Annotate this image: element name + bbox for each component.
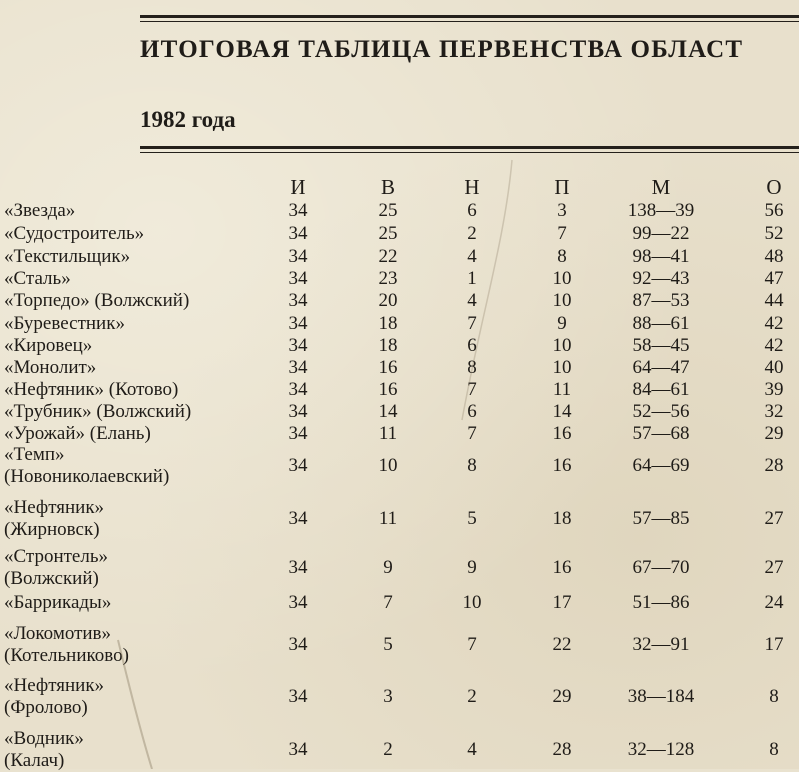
cell-goals: 98—41 [632, 246, 690, 267]
cell-draws: 6 [467, 200, 477, 221]
header-rule-thin [140, 152, 799, 153]
cell-games: 34 [288, 634, 308, 655]
team-name [4, 592, 111, 614]
team-city-line: (Волжский) [4, 568, 99, 589]
cell-games: 34 [288, 357, 308, 378]
cell-wins: 5 [383, 634, 393, 655]
cell-points: 27 [764, 508, 784, 529]
cell-draws: 6 [467, 401, 477, 422]
cell-draws: 5 [467, 508, 477, 529]
cell-points: 8 [769, 686, 779, 707]
team-name [4, 444, 169, 488]
cell-goals: 51—86 [632, 592, 690, 613]
cell-points: 52 [764, 223, 784, 244]
cell-losses: 17 [552, 592, 572, 613]
team-name [4, 223, 144, 245]
cell-points: 48 [764, 246, 784, 267]
header-rule [140, 146, 799, 149]
team-name-line: «Нефтяник» [4, 497, 105, 518]
cell-draws: 10 [462, 592, 482, 613]
top-rule-thin [140, 21, 799, 22]
team-name [4, 401, 191, 423]
cell-draws: 7 [467, 379, 477, 400]
column-header-wins: В [380, 175, 396, 199]
team-name [4, 246, 130, 268]
cell-points: 47 [764, 268, 784, 289]
cell-losses: 7 [557, 223, 567, 244]
cell-losses: 29 [552, 686, 572, 707]
cell-wins: 16 [378, 379, 398, 400]
cell-points: 17 [764, 634, 784, 655]
cell-points: 42 [764, 335, 784, 356]
team-name [4, 268, 71, 290]
cell-points: 29 [764, 423, 784, 444]
team-name [4, 623, 129, 667]
cell-games: 34 [288, 379, 308, 400]
team-name-line: «Звезда» [4, 200, 76, 221]
cell-goals: 87—53 [632, 290, 690, 311]
cell-losses: 10 [552, 268, 572, 289]
top-rule [140, 15, 799, 18]
cell-draws: 9 [467, 557, 477, 578]
cell-wins: 7 [383, 592, 393, 613]
cell-draws: 4 [467, 246, 477, 267]
team-name-line: «Темп» [4, 444, 65, 465]
team-name-line: «Урожай» (Елань) [4, 423, 151, 444]
cell-losses: 16 [552, 455, 572, 476]
cell-games: 34 [288, 246, 308, 267]
team-name [4, 200, 75, 222]
page-subtitle: 1982 года [140, 107, 236, 132]
cell-games: 34 [288, 686, 308, 707]
cell-wins: 16 [378, 357, 398, 378]
cell-points: 39 [764, 379, 784, 400]
cell-games: 34 [288, 592, 308, 613]
cell-games: 34 [288, 223, 308, 244]
cell-losses: 28 [552, 739, 572, 760]
cell-wins: 11 [378, 423, 398, 444]
team-name-line: «Текстильщик» [4, 246, 131, 267]
cell-points: 32 [764, 401, 784, 422]
cell-draws: 1 [467, 268, 477, 289]
cell-points: 56 [764, 200, 784, 221]
cell-goals: 57—85 [632, 508, 690, 529]
cell-goals: 67—70 [632, 557, 690, 578]
cell-losses: 9 [557, 313, 567, 334]
team-city-line: (Калач) [4, 750, 65, 771]
cell-points: 44 [764, 290, 784, 311]
cell-wins: 2 [383, 739, 393, 760]
cell-losses: 8 [557, 246, 567, 267]
cell-draws: 4 [467, 739, 477, 760]
team-name-line: «Монолит» [4, 357, 97, 378]
cell-points: 24 [764, 592, 784, 613]
cell-goals: 92—43 [632, 268, 690, 289]
cell-games: 34 [288, 455, 308, 476]
team-name [4, 497, 104, 541]
cell-games: 34 [288, 508, 308, 529]
cell-losses: 16 [552, 557, 572, 578]
team-name [4, 423, 151, 445]
cell-goals: 32—91 [632, 634, 690, 655]
cell-draws: 7 [467, 634, 477, 655]
cell-draws: 8 [467, 455, 477, 476]
cell-wins: 10 [378, 455, 398, 476]
team-name-line: «Торпедо» (Волжский) [4, 290, 190, 311]
cell-games: 34 [288, 335, 308, 356]
cell-draws: 8 [467, 357, 477, 378]
cell-goals: 99—22 [632, 223, 690, 244]
cell-goals: 38—184 [627, 686, 695, 707]
cell-draws: 7 [467, 423, 477, 444]
column-header-goals: М [651, 175, 671, 199]
cell-goals: 57—68 [632, 423, 690, 444]
team-name-line: «Нефтяник» [4, 675, 105, 696]
cell-losses: 22 [552, 634, 572, 655]
cell-games: 34 [288, 313, 308, 334]
team-name [4, 546, 108, 590]
cell-goals: 52—56 [632, 401, 690, 422]
team-name [4, 675, 104, 719]
cell-draws: 2 [467, 223, 477, 244]
cell-points: 28 [764, 455, 784, 476]
cell-wins: 3 [383, 686, 393, 707]
team-name-line: «Кировец» [4, 335, 93, 356]
team-name [4, 379, 178, 401]
cell-draws: 6 [467, 335, 477, 356]
cell-points: 8 [769, 739, 779, 760]
team-name-line: «Буревестник» [4, 313, 125, 334]
column-header-losses: П [554, 175, 570, 199]
cell-wins: 20 [378, 290, 398, 311]
cell-games: 34 [288, 401, 308, 422]
team-name-line: «Трубник» (Волжский) [4, 401, 192, 422]
team-name-line: «Водник» [4, 728, 84, 749]
cell-goals: 32—128 [627, 739, 695, 760]
team-city-line: (Фролово) [4, 697, 88, 718]
cell-losses: 11 [552, 379, 572, 400]
cell-points: 42 [764, 313, 784, 334]
team-name [4, 290, 189, 312]
cell-draws: 2 [467, 686, 477, 707]
cell-points: 27 [764, 557, 784, 578]
cell-draws: 4 [467, 290, 477, 311]
cell-losses: 10 [552, 357, 572, 378]
team-name-line: «Судостроитель» [4, 223, 145, 244]
cell-games: 34 [288, 290, 308, 311]
cell-wins: 14 [378, 401, 398, 422]
team-name-line: «Стронтель» [4, 546, 109, 567]
cell-wins: 25 [378, 200, 398, 221]
team-city-line: (Котельниково) [4, 645, 129, 666]
page-title: ИТОГОВАЯ ТАБЛИЦА ПЕРВЕНСТВА ОБЛАСТ [140, 36, 744, 63]
team-city-line: (Жирновск) [4, 519, 100, 540]
cell-wins: 18 [378, 313, 398, 334]
cell-goals: 138—39 [627, 200, 695, 221]
cell-wins: 22 [378, 246, 398, 267]
cell-losses: 14 [552, 401, 572, 422]
team-name [4, 357, 96, 379]
team-name [4, 313, 125, 335]
cell-wins: 25 [378, 223, 398, 244]
cell-games: 34 [288, 268, 308, 289]
cell-wins: 18 [378, 335, 398, 356]
cell-draws: 7 [467, 313, 477, 334]
cell-games: 34 [288, 200, 308, 221]
team-city-line: (Новониколаевский) [4, 466, 170, 487]
team-name-line: «Баррикады» [4, 592, 112, 613]
team-name-line: «Нефтяник» (Котово) [4, 379, 179, 400]
cell-goals: 64—69 [632, 455, 690, 476]
cell-losses: 10 [552, 335, 572, 356]
cell-wins: 23 [378, 268, 398, 289]
cell-losses: 16 [552, 423, 572, 444]
team-name [4, 335, 92, 357]
column-header-draws: Н [464, 175, 480, 199]
team-name-line: «Локомотив» [4, 623, 112, 644]
team-name [4, 728, 84, 772]
column-header-games: И [290, 175, 306, 199]
cell-goals: 84—61 [632, 379, 690, 400]
cell-goals: 64—47 [632, 357, 690, 378]
column-header-points: О [766, 175, 782, 199]
cell-losses: 10 [552, 290, 572, 311]
cell-goals: 58—45 [632, 335, 690, 356]
cell-losses: 18 [552, 508, 572, 529]
cell-wins: 11 [378, 508, 398, 529]
cell-wins: 9 [383, 557, 393, 578]
team-name-line: «Сталь» [4, 268, 71, 289]
cell-losses: 3 [557, 200, 567, 221]
cell-games: 34 [288, 557, 308, 578]
cell-goals: 88—61 [632, 313, 690, 334]
cell-games: 34 [288, 423, 308, 444]
cell-games: 34 [288, 739, 308, 760]
cell-points: 40 [764, 357, 784, 378]
